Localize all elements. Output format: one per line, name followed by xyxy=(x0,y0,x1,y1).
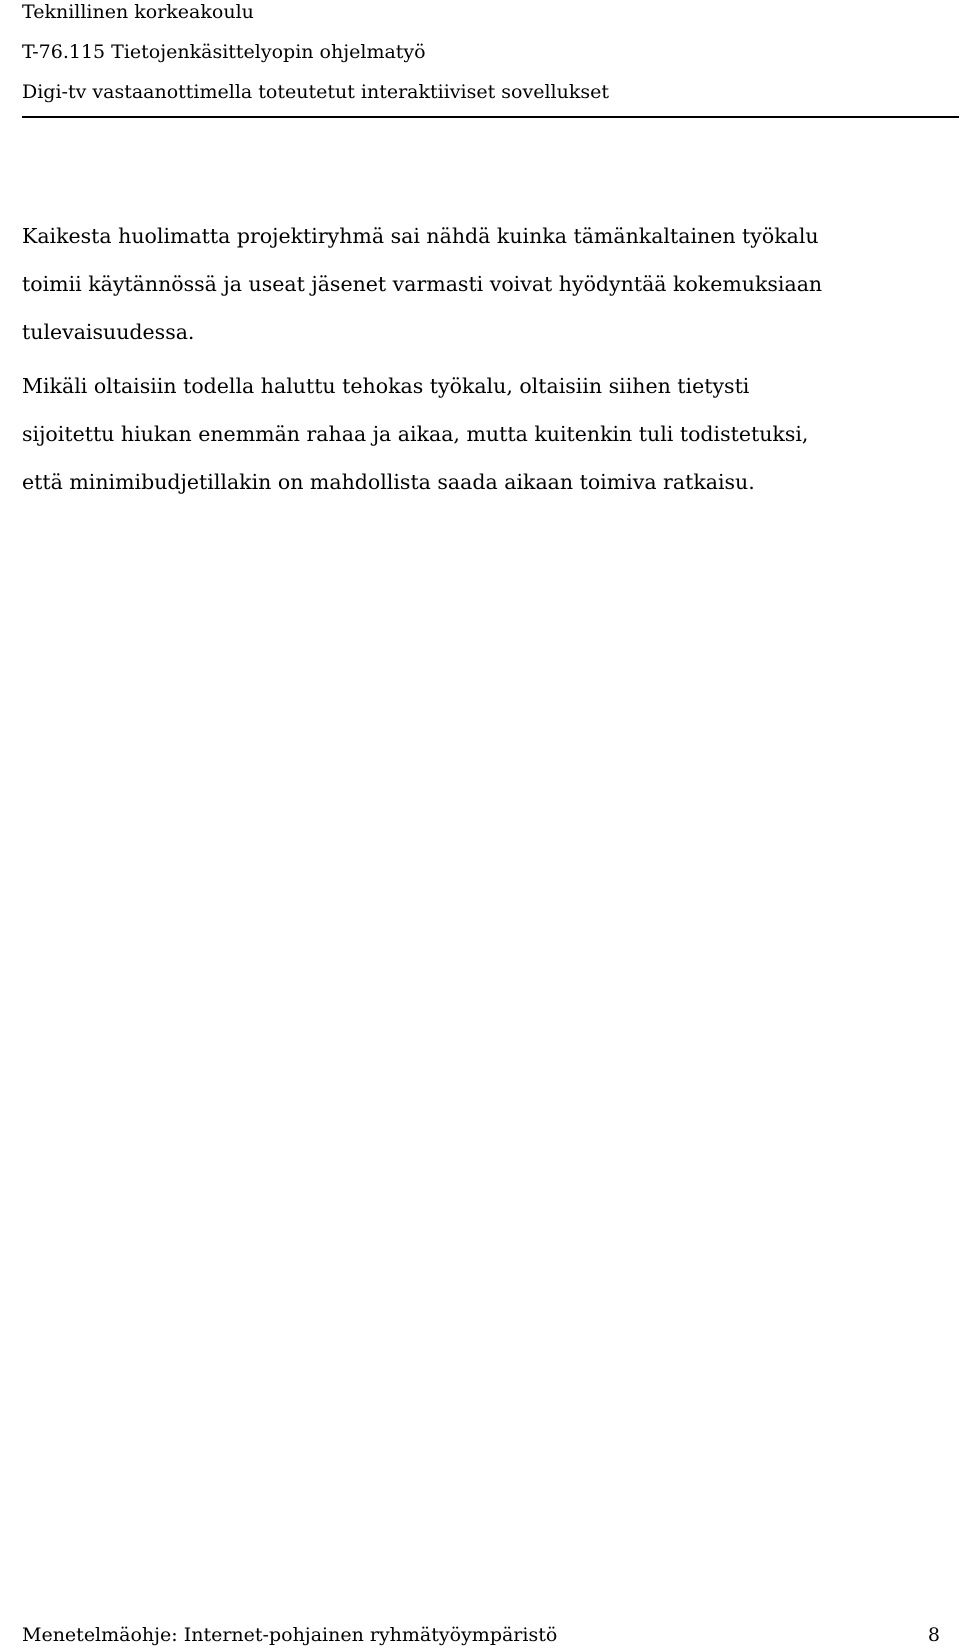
paragraph-line: että minimibudjetillakin on mahdollista saada aikaan toimiva ratkaisu. xyxy=(22,470,755,494)
header-institution: Teknillinen korkeakoulu xyxy=(22,1,254,23)
header-project: Digi-tv vastaanottimella toteutetut interaktiiviset sovellukset xyxy=(22,81,609,103)
paragraph-line: sijoitettu hiukan enemmän rahaa ja aikaa, mutta kuitenkin tuli todistetuksi, xyxy=(22,422,809,446)
paragraph-2 xyxy=(22,362,942,506)
footer-title: Menetelmäohje: Internet-pohjainen ryhmätyöympäristö xyxy=(22,1624,558,1646)
header-course: T-76.115 Tietojenkäsittelyopin ohjelmatyö xyxy=(22,41,426,63)
paragraph-line: toimii käytännössä ja useat jäsenet varmasti voivat hyödyntää kokemuksiaan xyxy=(22,272,823,296)
page-number: 8 xyxy=(927,1624,940,1646)
paragraph-line: tulevaisuudessa. xyxy=(22,320,195,344)
paragraph-line: Kaikesta huolimatta projektiryhmä sai nähdä kuinka tämänkaltainen työkalu xyxy=(22,224,819,248)
paragraph-line: Mikäli oltaisiin todella haluttu tehokas työkalu, oltaisiin siihen tietysti xyxy=(22,374,750,398)
paragraph-1 xyxy=(22,212,942,356)
header-divider xyxy=(22,116,959,118)
